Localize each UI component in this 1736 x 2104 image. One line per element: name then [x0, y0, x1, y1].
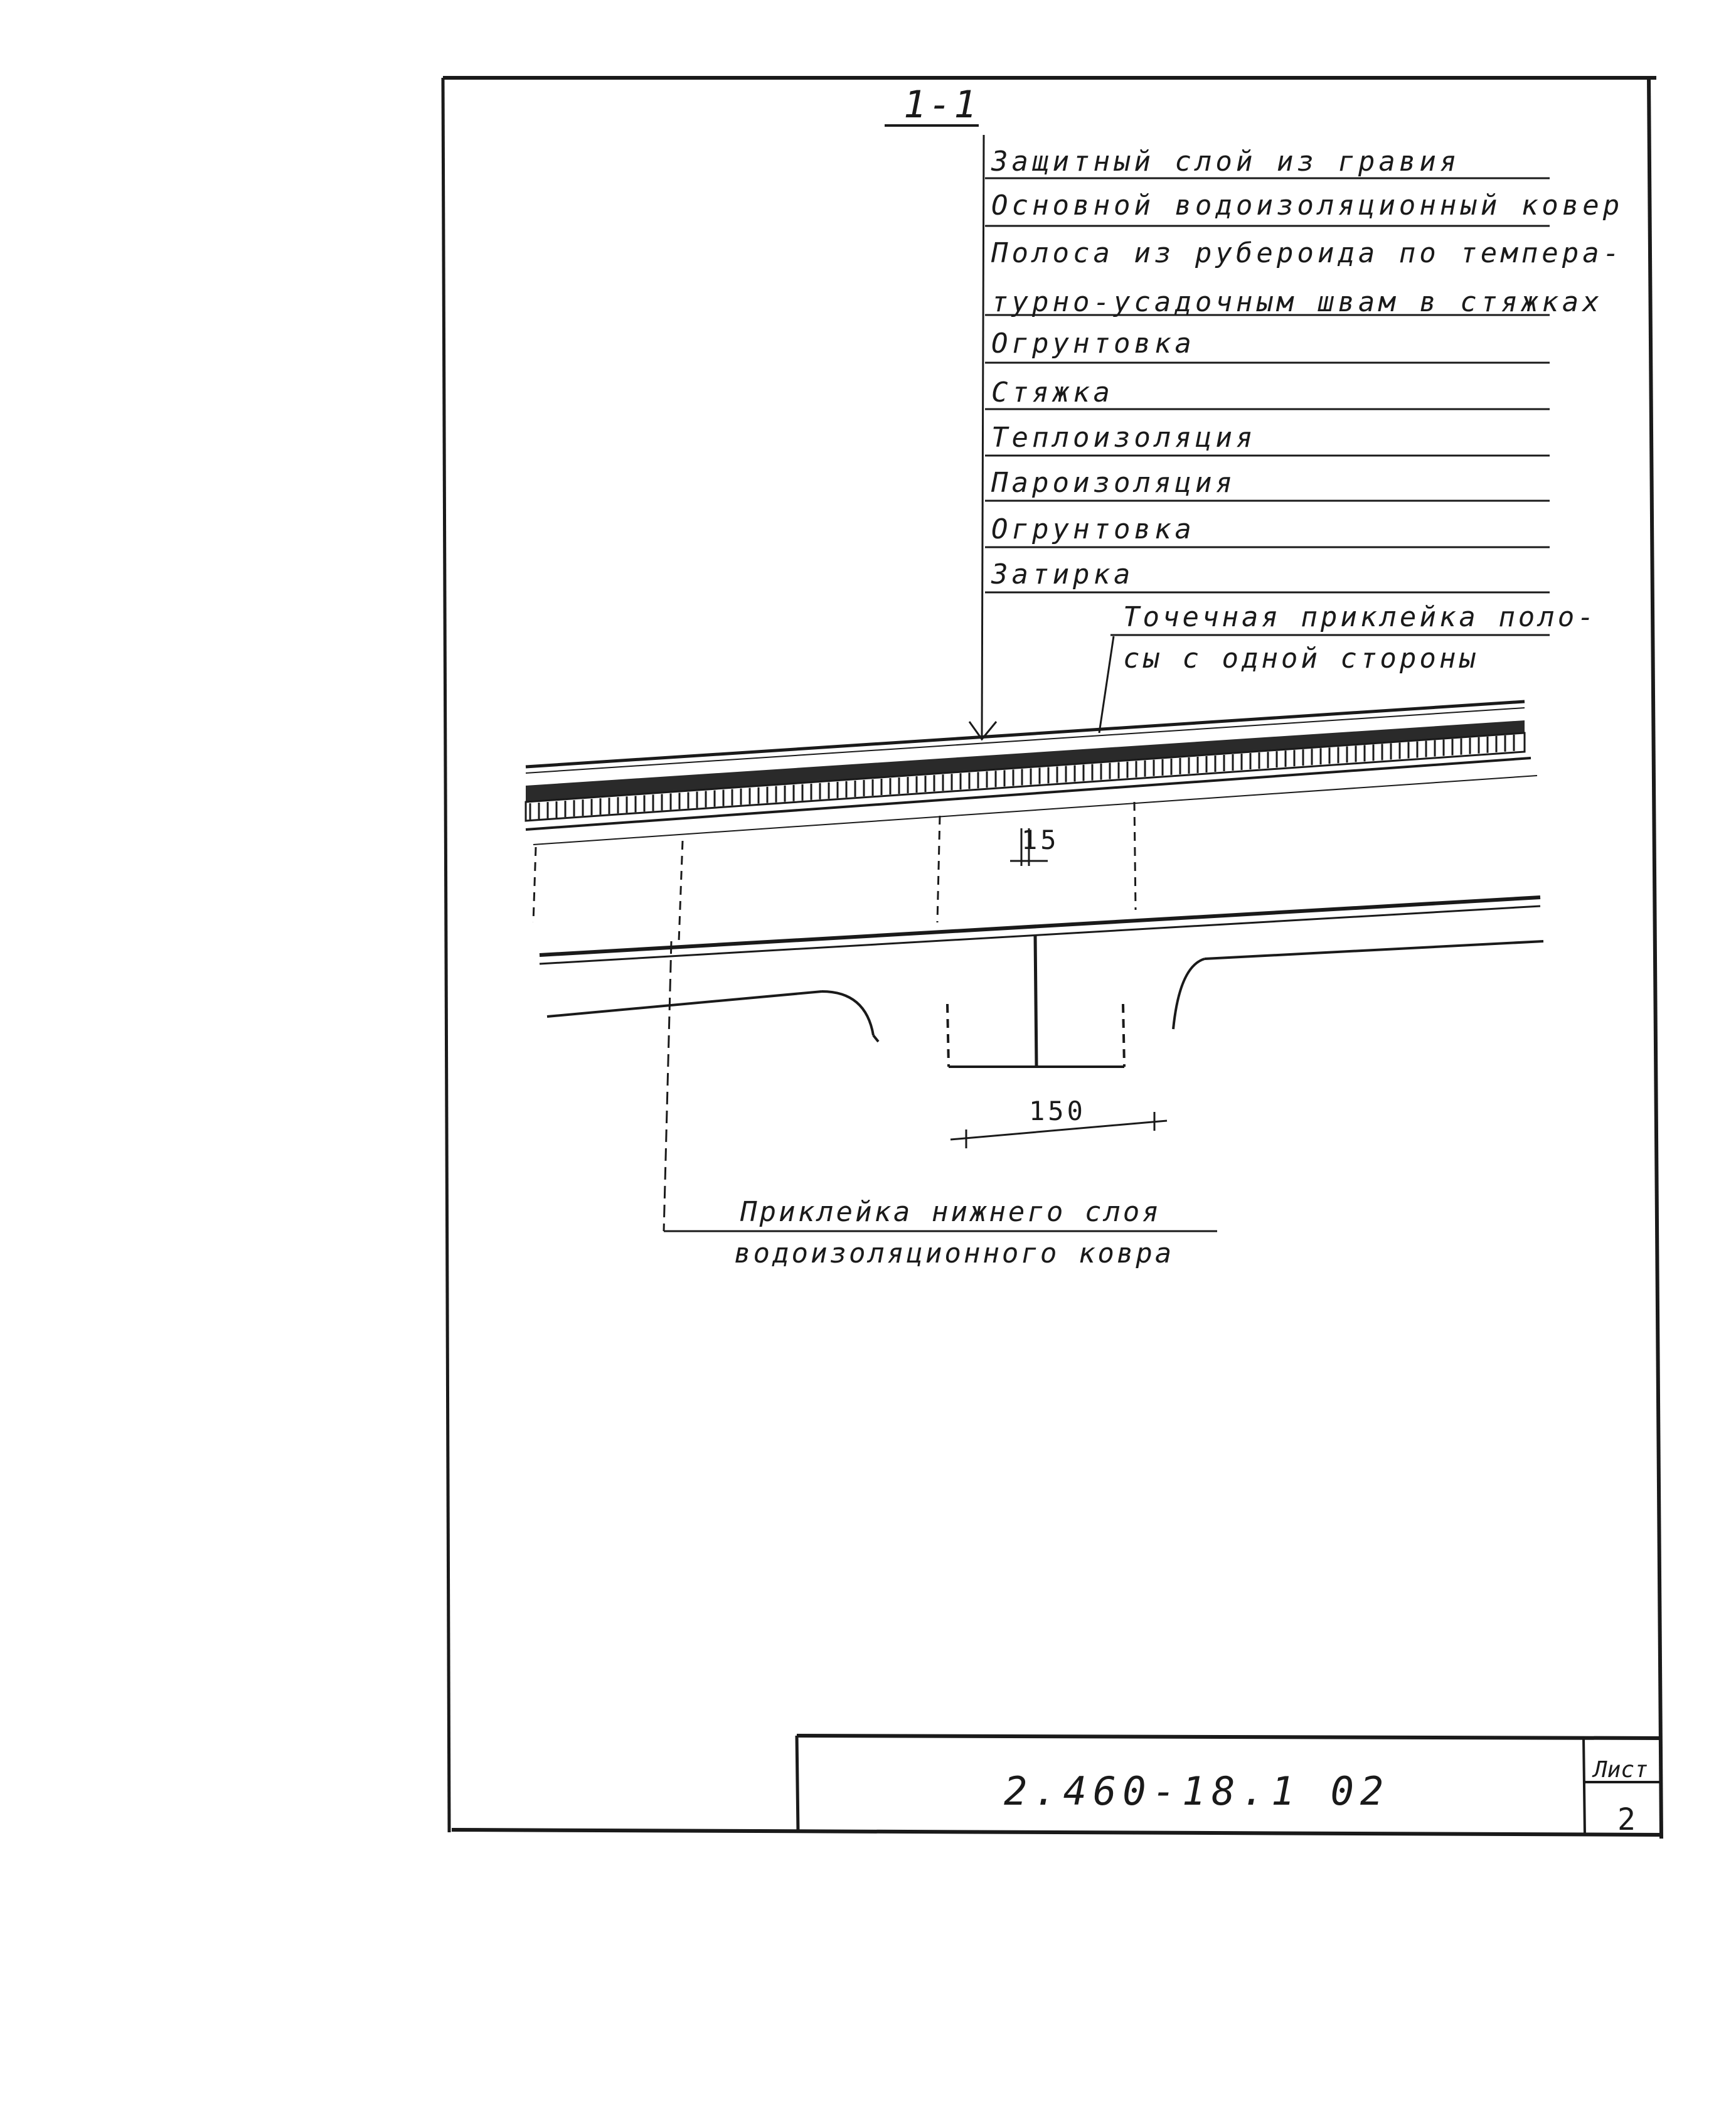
legend-item-9: Огрунтовка	[991, 513, 1195, 545]
section-title: 1-1	[903, 83, 979, 127]
dimension-label-150: 150	[1029, 1096, 1086, 1126]
legend-item-3: Полоса из рубероида по темпера-	[991, 237, 1624, 269]
legend-item-7: Теплоизоляция	[991, 422, 1257, 454]
note-lower-glue-line2: водоизоляционного ковра	[734, 1237, 1174, 1269]
note-point-glue-line1: Точечная приклейка поло-	[1123, 601, 1597, 633]
legend-item-8: Пароизоляция	[991, 467, 1236, 499]
legend-leader-vertical	[982, 135, 984, 735]
note-lower-glue-line1: Приклейка нижнего слоя	[740, 1196, 1161, 1228]
legend-item-10: Затирка	[991, 558, 1134, 590]
drawing-code: 2.460-18.1 02	[1004, 1768, 1390, 1814]
note-point-glue-line2: сы с одной стороны	[1123, 643, 1479, 675]
legend-item-5: Огрунтовка	[991, 328, 1195, 360]
legend-item-1: Защитный слой из гравия	[991, 146, 1461, 178]
sheet-label: Лист	[1594, 1757, 1648, 1783]
lower-glue-leader	[664, 941, 1217, 1231]
sheet-number: 2	[1617, 1802, 1636, 1837]
legend-item-4: турно-усадочным швам в стяжках	[991, 286, 1603, 318]
legend-item-6: Стяжка	[991, 376, 1114, 409]
dimension-label-15: 15	[1021, 825, 1060, 855]
legend-item-2: Основной водоизоляционный ковер	[991, 190, 1624, 222]
